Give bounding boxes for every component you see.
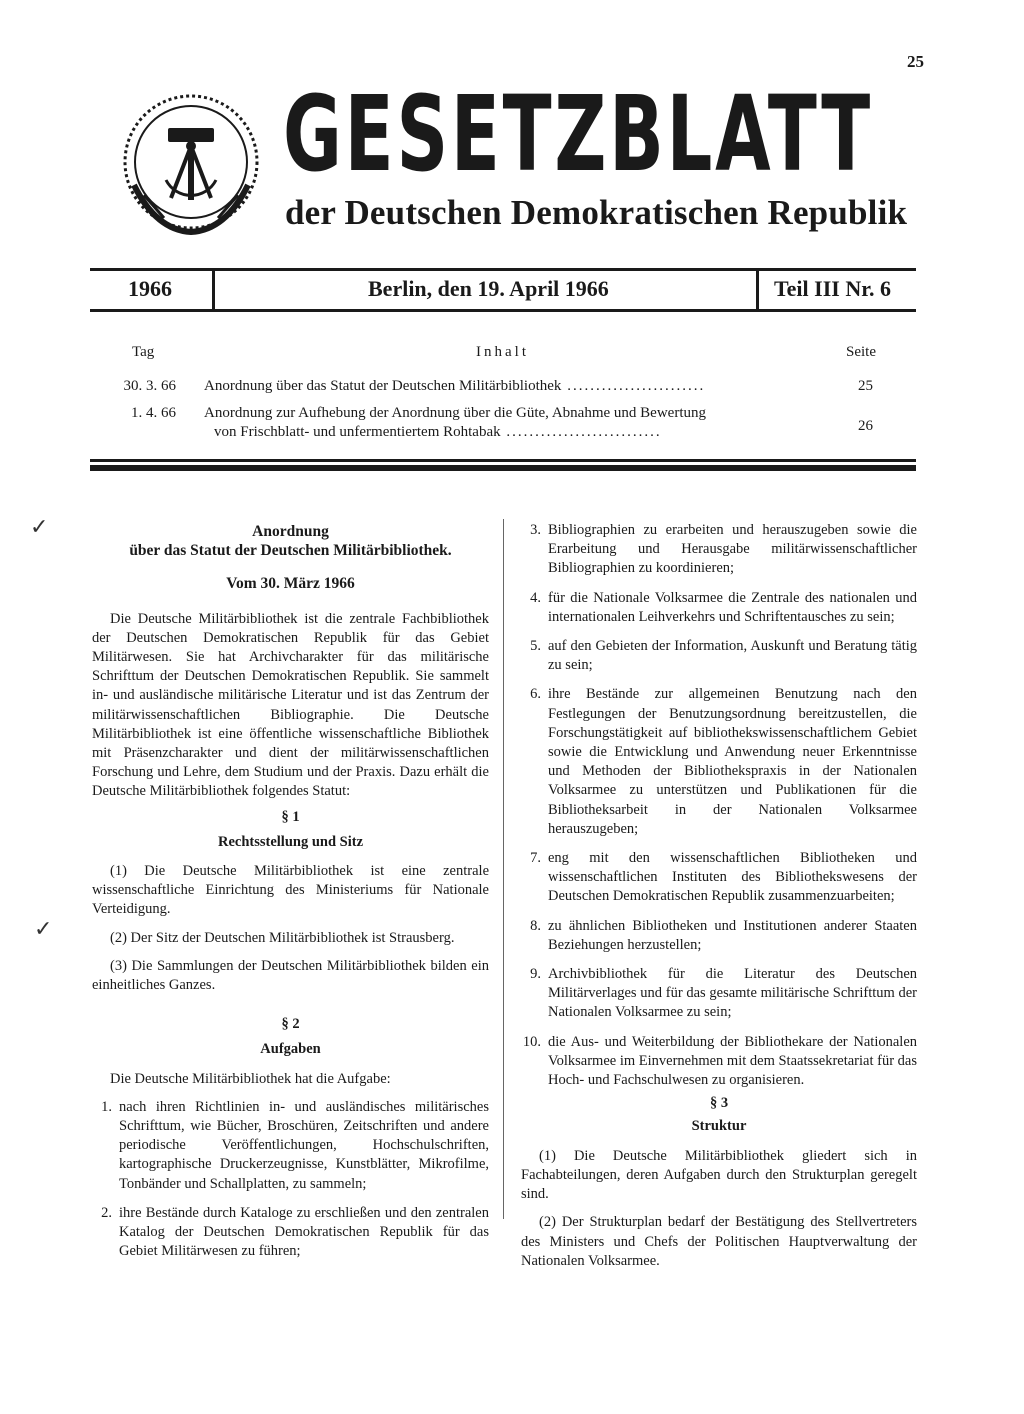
list-item: 10. die Aus- und Weiterbildung der Bibliothekare der Nationalen Volksarmee im Einvernehmen mit dem Staatssekretariat für das Hoch- und Fachschulwesen zu organisieren. [522, 1033, 917, 1089]
list-item: 6. ihre Bestände zur allgemeinen Benutzung nach den Festlegungen der Benutzungsordnung bereitzustellen, die Forschungstätigkeit auf bibliothekswissenschaftlichem Gebiet sowie die Entwicklung und Anwendung neuer Erkenntnisse und Methoden der Bibliothekspraxis in der Nationalen Volksarmee zu unterstützen und Publikationen für die Bibliotheksarbeit in der Nationalen Volksarmee herauszugeben; [530, 686, 917, 837]
toc-rule-thick [90, 465, 916, 471]
toc-day-header: Tag [132, 344, 155, 360]
section-number: § 3 [709, 1095, 729, 1112]
list-item: 9. Archivbibliothek für die Literatur des Deutschen Militärverlages und für das gesamte militärische Schrifttum der Nationalen Volksarmee zu sein; [530, 966, 917, 1021]
paragraph: Die Deutsche Militärbibliothek hat die Aufgabe: [110, 1070, 391, 1087]
list-item: 7. eng mit den wissenschaftlichen Bibliotheken und wissenschaftlichen Instituten des Bibliothekswesens der Deutschen Demokratischen Republik zusammenzuarbeiten; [530, 850, 917, 905]
list-item: 3. Bibliographien zu erarbeiten und herauszugeben sowie die Erarbeitung und Herausgabe militärwissenschaftlicher Bibliographien zu koordinieren; [530, 522, 917, 577]
left-column [92, 522, 489, 1262]
section-number: § 1 [281, 808, 300, 825]
list-item: 8. zu ähnlichen Bibliotheken und Institutionen anderer Staaten Beziehungen herzustellen; [530, 917, 917, 953]
issue-year: 1966 [128, 276, 172, 301]
toc-contents-header: Inhalt [476, 344, 529, 360]
paragraph: (3) Die Sammlungen der Deutschen Militärbibliothek bilden ein einheitliches Ganzes. [92, 957, 489, 994]
dateline-divider [756, 268, 759, 312]
toc-page: 25 [858, 378, 873, 394]
masthead-title: GESETZBLATT [283, 73, 873, 195]
preamble: Die Deutsche Militärbibliothek ist die zentrale Fachbibliothek der Deutschen Demokratischen Republik für das Gebiet Militärwesen. Sie hat Archivcharakter für das militärische Schrifttum der Deutschen Demokratischen Republik. Sie sammelt in- und ausländische militärische Literatur und ist das Zentrum der militärwissenschaftlichen Bibliographie. Die Deutsche Militärbibliothek ist eine öffentliche wissenschaftliche Bibliothek mit Präsenzcharakter und dient der militärwissenschaftlichen Forschung und Lehre, dem Studium und der Praxis. Dazu erhält die Deutsche Militärbibliothek folgendes Statut: [92, 610, 489, 800]
issue-place-date: Berlin, den 19. April 1966 [368, 276, 609, 301]
paragraph: (2) Der Strukturplan bedarf der Bestätigung des Stellvertreters des Ministers und Chefs der Politischen Hauptverwaltung der Nationalen Volksarmee. [521, 1214, 917, 1269]
list-item: 2. ihre Bestände durch Kataloge zu erschließen und den zentralen Katalog der Deutschen Demokratischen Republik für das Gebiet Militärwesen zu führen; [101, 1204, 489, 1260]
page-number: 25 [907, 52, 924, 71]
right-column [521, 521, 917, 1271]
list-item: 1. nach ihren Richtlinien in- und ausländisches militärisches Schrifttum, wie Bücher, Broschüren, Zeitschriften und andere periodische Veröffentlichungen, Hochschulschriften, kartographische Druckerzeugnisse, Kunstblätter, Mikrofilme, Tonbänder und Schallplatten, zu sammeln; [101, 1098, 489, 1192]
section-number: § 2 [281, 1016, 300, 1033]
paragraph: (1) Die Deutsche Militärbibliothek ist eine zentrale wissenschaftliche Einrichtung des Ministeriums für Nationale Verteidigung. [92, 863, 489, 918]
dateline-divider [212, 268, 215, 312]
list-item: 5. auf den Gebieten der Information, Auskunft und Beratung tätig zu sein; [530, 638, 917, 674]
margin-checkmark-icon: ✓ [34, 917, 53, 942]
paragraph: (1) Die Deutsche Militärbibliothek gliedert sich in Fachabteilungen, deren Aufgaben durch den Strukturplan geregelt sind. [521, 1147, 917, 1203]
toc-entry-continued: von Frischblatt- und unfermentiertem Rohtabak ........................... [214, 424, 662, 440]
masthead-subtitle: der Deutschen Demokratischen Republik [285, 193, 908, 232]
section-title: Rechtsstellung und Sitz [217, 833, 364, 850]
toc-page-header: Seite [846, 344, 876, 360]
toc-entry: Anordnung zur Aufhebung der Anordnung über die Güte, Abnahme und Bewertung [204, 405, 706, 421]
toc-date: 30. 3. 66 [123, 378, 176, 394]
section-title: Struktur [691, 1118, 747, 1135]
toc-entry: Anordnung über das Statut der Deutschen Militärbibliothek ........................ [204, 378, 706, 394]
margin-checkmark-icon: ✓ [30, 515, 49, 540]
paragraph: (2) Der Sitz der Deutschen Militärbibliothek ist Strausberg. [110, 929, 455, 946]
toc-rule-thin [90, 459, 916, 462]
list-item: 4. für die Nationale Volksarmee die Zentrale des nationalen und internationalen Leihverkehrs und Schriftentausches zu sein; [530, 589, 917, 625]
toc-date: 1. 4. 66 [131, 405, 176, 421]
article-title: Anordnung [252, 523, 329, 540]
article-title: über das Statut der Deutschen Militärbibliothek. [129, 542, 452, 560]
toc-page: 26 [858, 418, 873, 434]
state-emblem-icon [116, 90, 266, 240]
section-title: Aufgaben [260, 1041, 321, 1058]
issue-number: Teil III Nr. 6 [774, 276, 891, 301]
article-date: Vom 30. März 1966 [226, 575, 355, 593]
column-divider [503, 519, 504, 1219]
